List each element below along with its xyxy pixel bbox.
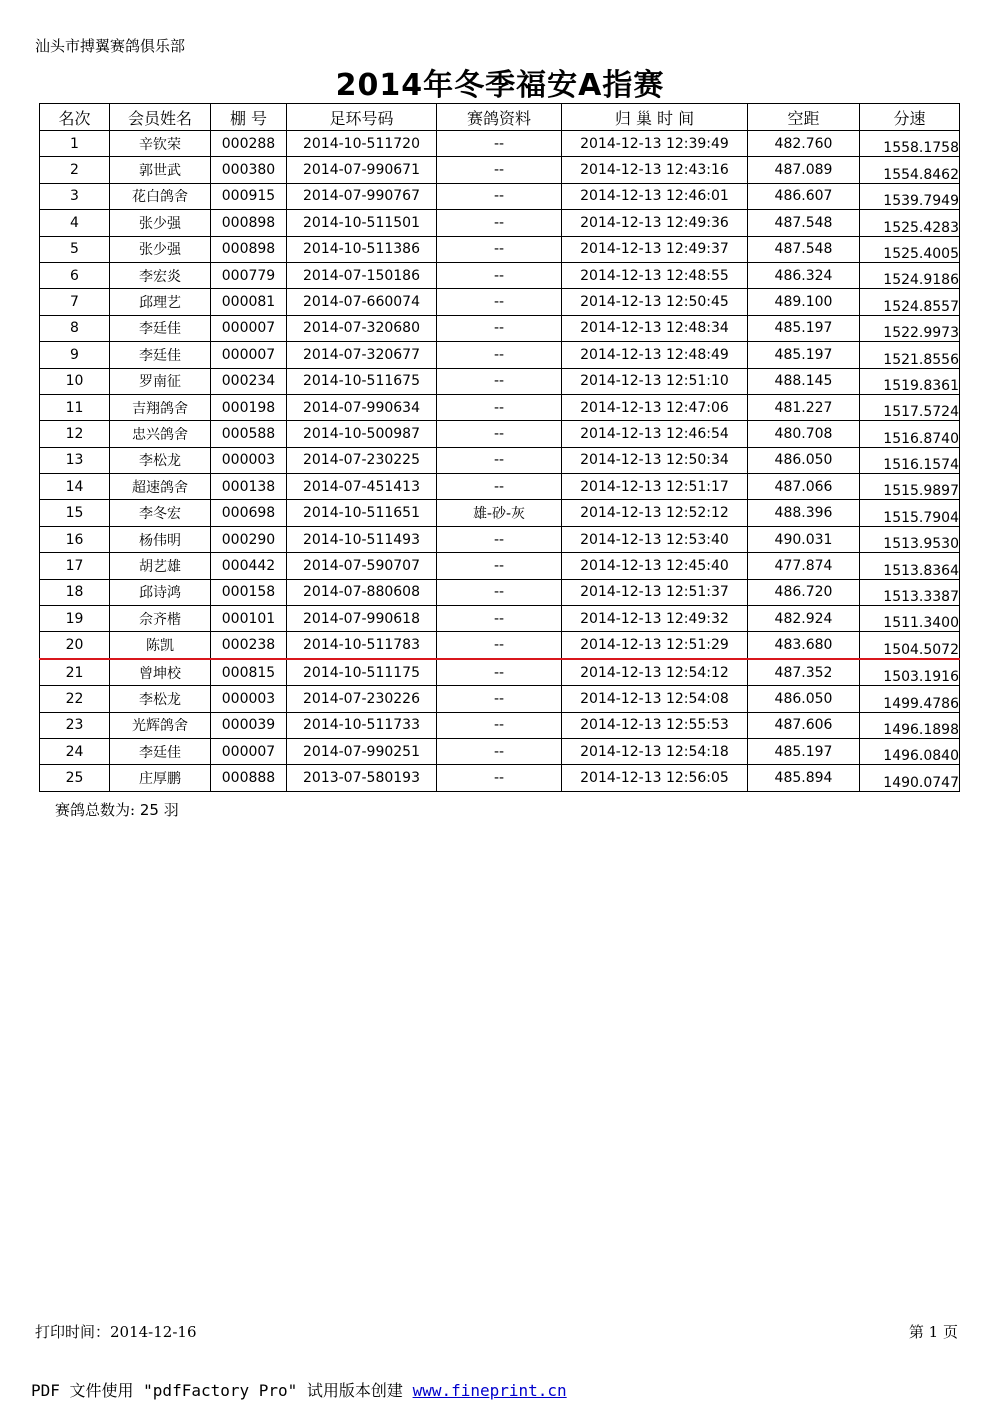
loft-no-cell: 000081 [211, 289, 287, 315]
table-row [40, 606, 960, 632]
member-name-cell: 邱理艺 [110, 289, 211, 315]
pigeon-info-cell: -- [437, 474, 562, 500]
table-row [40, 659, 960, 686]
speed-cell: 1511.3400 [860, 606, 960, 632]
loft-no-cell: 000003 [211, 447, 287, 473]
distance-cell: 487.352 [748, 659, 860, 686]
table-row [40, 183, 960, 209]
pigeon-info-cell: -- [437, 394, 562, 420]
ring-no-cell: 2014-07-990671 [287, 157, 437, 183]
ring-no-cell: 2014-07-660074 [287, 289, 437, 315]
loft-no-cell: 000888 [211, 765, 287, 791]
column-header-rank: 名次 [40, 104, 110, 131]
loft-no-cell: 000138 [211, 474, 287, 500]
rank-cell: 17 [40, 553, 110, 579]
table-row [40, 686, 960, 712]
distance-cell: 486.720 [748, 579, 860, 605]
pigeon-info-cell: 雄-砂-灰 [437, 500, 562, 526]
ring-no-cell: 2014-10-511675 [287, 368, 437, 394]
member-name-cell: 忠兴鸽舍 [110, 421, 211, 447]
loft-no-cell: 000698 [211, 500, 287, 526]
return-time-cell: 2014-12-13 12:51:29 [562, 632, 748, 659]
speed-cell: 1513.9530 [860, 526, 960, 552]
distance-cell: 486.607 [748, 183, 860, 209]
speed-cell: 1490.0747 [860, 765, 960, 791]
member-name-cell: 邱诗鸿 [110, 579, 211, 605]
column-header-member-name: 会员姓名 [110, 104, 211, 131]
loft-no-cell: 000003 [211, 686, 287, 712]
table-row [40, 712, 960, 738]
member-name-cell: 吉翔鸽舍 [110, 394, 211, 420]
ring-no-cell: 2014-10-511386 [287, 236, 437, 262]
ring-no-cell: 2014-07-990618 [287, 606, 437, 632]
distance-cell: 481.227 [748, 394, 860, 420]
speed-cell: 1496.0840 [860, 738, 960, 764]
rank-cell: 10 [40, 368, 110, 394]
pigeon-info-cell: -- [437, 262, 562, 288]
ring-no-cell: 2013-07-580193 [287, 765, 437, 791]
member-name-cell: 李廷佳 [110, 315, 211, 341]
pigeon-info-cell: -- [437, 632, 562, 659]
ring-no-cell: 2014-10-511501 [287, 210, 437, 236]
return-time-cell: 2014-12-13 12:47:06 [562, 394, 748, 420]
table-body [40, 131, 960, 792]
speed-cell: 1554.8462 [860, 157, 960, 183]
pigeon-info-cell: -- [437, 368, 562, 394]
return-time-cell: 2014-12-13 12:46:54 [562, 421, 748, 447]
rank-cell: 4 [40, 210, 110, 236]
pigeon-info-cell: -- [437, 526, 562, 552]
return-time-cell: 2014-12-13 12:55:53 [562, 712, 748, 738]
page-number: 第 1 页 [908, 1323, 958, 1341]
ring-no-cell: 2014-07-150186 [287, 262, 437, 288]
speed-cell: 1524.9186 [860, 262, 960, 288]
column-header-loft-no: 棚 号 [211, 104, 287, 131]
column-header-speed: 分速 [860, 104, 960, 131]
member-name-cell: 杨伟明 [110, 526, 211, 552]
member-name-cell: 李松龙 [110, 686, 211, 712]
ring-no-cell: 2014-07-990634 [287, 394, 437, 420]
ring-no-cell: 2014-07-590707 [287, 553, 437, 579]
speed-cell: 1504.5072 [860, 632, 960, 659]
member-name-cell: 胡艺雄 [110, 553, 211, 579]
rank-cell: 14 [40, 474, 110, 500]
column-header-distance: 空距 [748, 104, 860, 131]
member-name-cell: 曾坤校 [110, 659, 211, 686]
member-name-cell: 张少强 [110, 236, 211, 262]
table-row [40, 394, 960, 420]
total-unit: 羽 [163, 801, 179, 819]
rank-cell: 7 [40, 289, 110, 315]
pdf-note: PDF 文件使用 "pdfFactory Pro" 试用版本创建 [31, 1381, 413, 1400]
rank-cell: 15 [40, 500, 110, 526]
ring-no-cell: 2014-07-320680 [287, 315, 437, 341]
member-name-cell: 佘齐楷 [110, 606, 211, 632]
distance-cell: 483.680 [748, 632, 860, 659]
return-time-cell: 2014-12-13 12:54:12 [562, 659, 748, 686]
pigeon-info-cell: -- [437, 606, 562, 632]
speed-cell: 1524.8557 [860, 289, 960, 315]
loft-no-cell: 000442 [211, 553, 287, 579]
member-name-cell: 庄厚鹏 [110, 765, 211, 791]
member-name-cell: 李宏炎 [110, 262, 211, 288]
loft-no-cell: 000898 [211, 210, 287, 236]
distance-cell: 487.548 [748, 236, 860, 262]
pdf-footer [31, 1378, 567, 1401]
pigeon-info-cell: -- [437, 553, 562, 579]
member-name-cell: 超速鸽舍 [110, 474, 211, 500]
distance-cell: 485.197 [748, 315, 860, 341]
member-name-cell: 李松龙 [110, 447, 211, 473]
member-name-cell: 陈凯 [110, 632, 211, 659]
rank-cell: 5 [40, 236, 110, 262]
speed-cell: 1525.4283 [860, 210, 960, 236]
table-row [40, 447, 960, 473]
pigeon-info-cell: -- [437, 131, 562, 157]
table-row [40, 236, 960, 262]
pigeon-info-cell: -- [437, 579, 562, 605]
distance-cell: 486.324 [748, 262, 860, 288]
ring-no-cell: 2014-10-511651 [287, 500, 437, 526]
rank-cell: 11 [40, 394, 110, 420]
table-row [40, 368, 960, 394]
rank-cell: 13 [40, 447, 110, 473]
speed-cell: 1522.9973 [860, 315, 960, 341]
total-count [55, 799, 179, 820]
rank-cell: 23 [40, 712, 110, 738]
pigeon-info-cell: -- [437, 289, 562, 315]
return-time-cell: 2014-12-13 12:48:55 [562, 262, 748, 288]
pigeon-info-cell: -- [437, 183, 562, 209]
loft-no-cell: 000238 [211, 632, 287, 659]
ring-no-cell: 2014-07-230225 [287, 447, 437, 473]
pigeon-info-cell: -- [437, 342, 562, 368]
pigeon-info-cell: -- [437, 315, 562, 341]
return-time-cell: 2014-12-13 12:56:05 [562, 765, 748, 791]
distance-cell: 487.606 [748, 712, 860, 738]
rank-cell: 25 [40, 765, 110, 791]
speed-cell: 1519.8361 [860, 368, 960, 394]
return-time-cell: 2014-12-13 12:51:17 [562, 474, 748, 500]
table-row [40, 262, 960, 288]
return-time-cell: 2014-12-13 12:53:40 [562, 526, 748, 552]
ring-no-cell: 2014-07-320677 [287, 342, 437, 368]
ring-no-cell: 2014-10-500987 [287, 421, 437, 447]
rank-cell: 21 [40, 659, 110, 686]
return-time-cell: 2014-12-13 12:50:45 [562, 289, 748, 315]
distance-cell: 477.874 [748, 553, 860, 579]
rank-cell: 8 [40, 315, 110, 341]
ring-no-cell: 2014-10-511733 [287, 712, 437, 738]
rank-cell: 22 [40, 686, 110, 712]
loft-no-cell: 000039 [211, 712, 287, 738]
return-time-cell: 2014-12-13 12:52:12 [562, 500, 748, 526]
loft-no-cell: 000380 [211, 157, 287, 183]
member-name-cell: 花白鸽舍 [110, 183, 211, 209]
ring-no-cell: 2014-07-990767 [287, 183, 437, 209]
member-name-cell: 李廷佳 [110, 738, 211, 764]
table-row [40, 738, 960, 764]
table-row [40, 342, 960, 368]
return-time-cell: 2014-12-13 12:39:49 [562, 131, 748, 157]
ring-no-cell: 2014-10-511175 [287, 659, 437, 686]
pigeon-info-cell: -- [437, 738, 562, 764]
return-time-cell: 2014-12-13 12:54:08 [562, 686, 748, 712]
ring-no-cell: 2014-07-451413 [287, 474, 437, 500]
speed-cell: 1513.3387 [860, 579, 960, 605]
member-name-cell: 张少强 [110, 210, 211, 236]
return-time-cell: 2014-12-13 12:51:37 [562, 579, 748, 605]
table-row [40, 131, 960, 157]
rank-cell: 16 [40, 526, 110, 552]
pigeon-info-cell: -- [437, 447, 562, 473]
return-time-cell: 2014-12-13 12:49:36 [562, 210, 748, 236]
distance-cell: 488.396 [748, 500, 860, 526]
speed-cell: 1499.4786 [860, 686, 960, 712]
speed-cell: 1503.1916 [860, 659, 960, 686]
fineprint-link[interactable]: www.fineprint.cn [412, 1381, 567, 1400]
pigeon-info-cell: -- [437, 157, 562, 183]
return-time-cell: 2014-12-13 12:49:37 [562, 236, 748, 262]
return-time-cell: 2014-12-13 12:49:32 [562, 606, 748, 632]
distance-cell: 486.050 [748, 686, 860, 712]
loft-no-cell: 000288 [211, 131, 287, 157]
loft-no-cell: 000007 [211, 738, 287, 764]
loft-no-cell: 000101 [211, 606, 287, 632]
speed-cell: 1558.1758 [860, 131, 960, 157]
distance-cell: 485.197 [748, 342, 860, 368]
member-name-cell: 辛钦荣 [110, 131, 211, 157]
total-number: 25 [139, 801, 159, 819]
speed-cell: 1525.4005 [860, 236, 960, 262]
speed-cell: 1521.8556 [860, 342, 960, 368]
loft-no-cell: 000007 [211, 342, 287, 368]
table-row [40, 157, 960, 183]
distance-cell: 490.031 [748, 526, 860, 552]
ring-no-cell: 2014-10-511720 [287, 131, 437, 157]
page-title: 2014年冬季福安A指赛 [335, 68, 665, 103]
ring-no-cell: 2014-10-511783 [287, 632, 437, 659]
table-row [40, 553, 960, 579]
rank-cell: 2 [40, 157, 110, 183]
loft-no-cell: 000588 [211, 421, 287, 447]
table-row [40, 421, 960, 447]
total-label: 赛鸽总数为: [55, 801, 136, 819]
table-row [40, 579, 960, 605]
pigeon-info-cell: -- [437, 236, 562, 262]
distance-cell: 485.197 [748, 738, 860, 764]
table-row [40, 526, 960, 552]
rank-cell: 1 [40, 131, 110, 157]
table-row [40, 289, 960, 315]
return-time-cell: 2014-12-13 12:51:10 [562, 368, 748, 394]
member-name-cell: 光辉鸽舍 [110, 712, 211, 738]
ring-no-cell: 2014-07-230226 [287, 686, 437, 712]
rank-cell: 3 [40, 183, 110, 209]
speed-cell: 1517.5724 [860, 394, 960, 420]
rank-cell: 6 [40, 262, 110, 288]
member-name-cell: 李冬宏 [110, 500, 211, 526]
speed-cell: 1516.8740 [860, 421, 960, 447]
ring-no-cell: 2014-10-511493 [287, 526, 437, 552]
results-table [39, 103, 960, 792]
pigeon-info-cell: -- [437, 659, 562, 686]
distance-cell: 488.145 [748, 368, 860, 394]
speed-cell: 1515.7904 [860, 500, 960, 526]
member-name-cell: 罗南征 [110, 368, 211, 394]
ring-no-cell: 2014-07-880608 [287, 579, 437, 605]
pigeon-info-cell: -- [437, 686, 562, 712]
return-time-cell: 2014-12-13 12:54:18 [562, 738, 748, 764]
loft-no-cell: 000007 [211, 315, 287, 341]
rank-cell: 24 [40, 738, 110, 764]
rank-cell: 12 [40, 421, 110, 447]
column-header-ring-no: 足环号码 [287, 104, 437, 131]
club-name: 汕头市搏翼赛鸽俱乐部 [35, 37, 186, 55]
return-time-cell: 2014-12-13 12:48:34 [562, 315, 748, 341]
pigeon-info-cell: -- [437, 210, 562, 236]
speed-cell: 1515.9897 [860, 474, 960, 500]
member-name-cell: 李廷佳 [110, 342, 211, 368]
table-header-row [40, 104, 960, 131]
distance-cell: 482.924 [748, 606, 860, 632]
table-row-cutoff [40, 632, 960, 659]
distance-cell: 489.100 [748, 289, 860, 315]
table-row [40, 500, 960, 526]
distance-cell: 487.089 [748, 157, 860, 183]
pigeon-info-cell: -- [437, 712, 562, 738]
rank-cell: 19 [40, 606, 110, 632]
speed-cell: 1539.7949 [860, 183, 960, 209]
column-header-pigeon-info: 赛鸽资料 [437, 104, 562, 131]
rank-cell: 18 [40, 579, 110, 605]
return-time-cell: 2014-12-13 12:43:16 [562, 157, 748, 183]
loft-no-cell: 000779 [211, 262, 287, 288]
rank-cell: 20 [40, 632, 110, 659]
loft-no-cell: 000234 [211, 368, 287, 394]
distance-cell: 487.548 [748, 210, 860, 236]
loft-no-cell: 000898 [211, 236, 287, 262]
return-time-cell: 2014-12-13 12:48:49 [562, 342, 748, 368]
return-time-cell: 2014-12-13 12:46:01 [562, 183, 748, 209]
table-row [40, 474, 960, 500]
speed-cell: 1496.1898 [860, 712, 960, 738]
loft-no-cell: 000158 [211, 579, 287, 605]
speed-cell: 1513.8364 [860, 553, 960, 579]
distance-cell: 480.708 [748, 421, 860, 447]
print-time: 打印时间：2014-12-16 [35, 1323, 197, 1341]
pigeon-info-cell: -- [437, 421, 562, 447]
rank-cell: 9 [40, 342, 110, 368]
distance-cell: 485.894 [748, 765, 860, 791]
loft-no-cell: 000198 [211, 394, 287, 420]
ring-no-cell: 2014-07-990251 [287, 738, 437, 764]
member-name-cell: 郭世武 [110, 157, 211, 183]
distance-cell: 482.760 [748, 131, 860, 157]
table-row [40, 210, 960, 236]
pigeon-info-cell: -- [437, 765, 562, 791]
loft-no-cell: 000815 [211, 659, 287, 686]
table-row [40, 765, 960, 791]
loft-no-cell: 000915 [211, 183, 287, 209]
loft-no-cell: 000290 [211, 526, 287, 552]
column-header-return-time: 归 巢 时 间 [562, 104, 748, 131]
table-row [40, 315, 960, 341]
distance-cell: 486.050 [748, 447, 860, 473]
return-time-cell: 2014-12-13 12:50:34 [562, 447, 748, 473]
return-time-cell: 2014-12-13 12:45:40 [562, 553, 748, 579]
speed-cell: 1516.1574 [860, 447, 960, 473]
distance-cell: 487.066 [748, 474, 860, 500]
